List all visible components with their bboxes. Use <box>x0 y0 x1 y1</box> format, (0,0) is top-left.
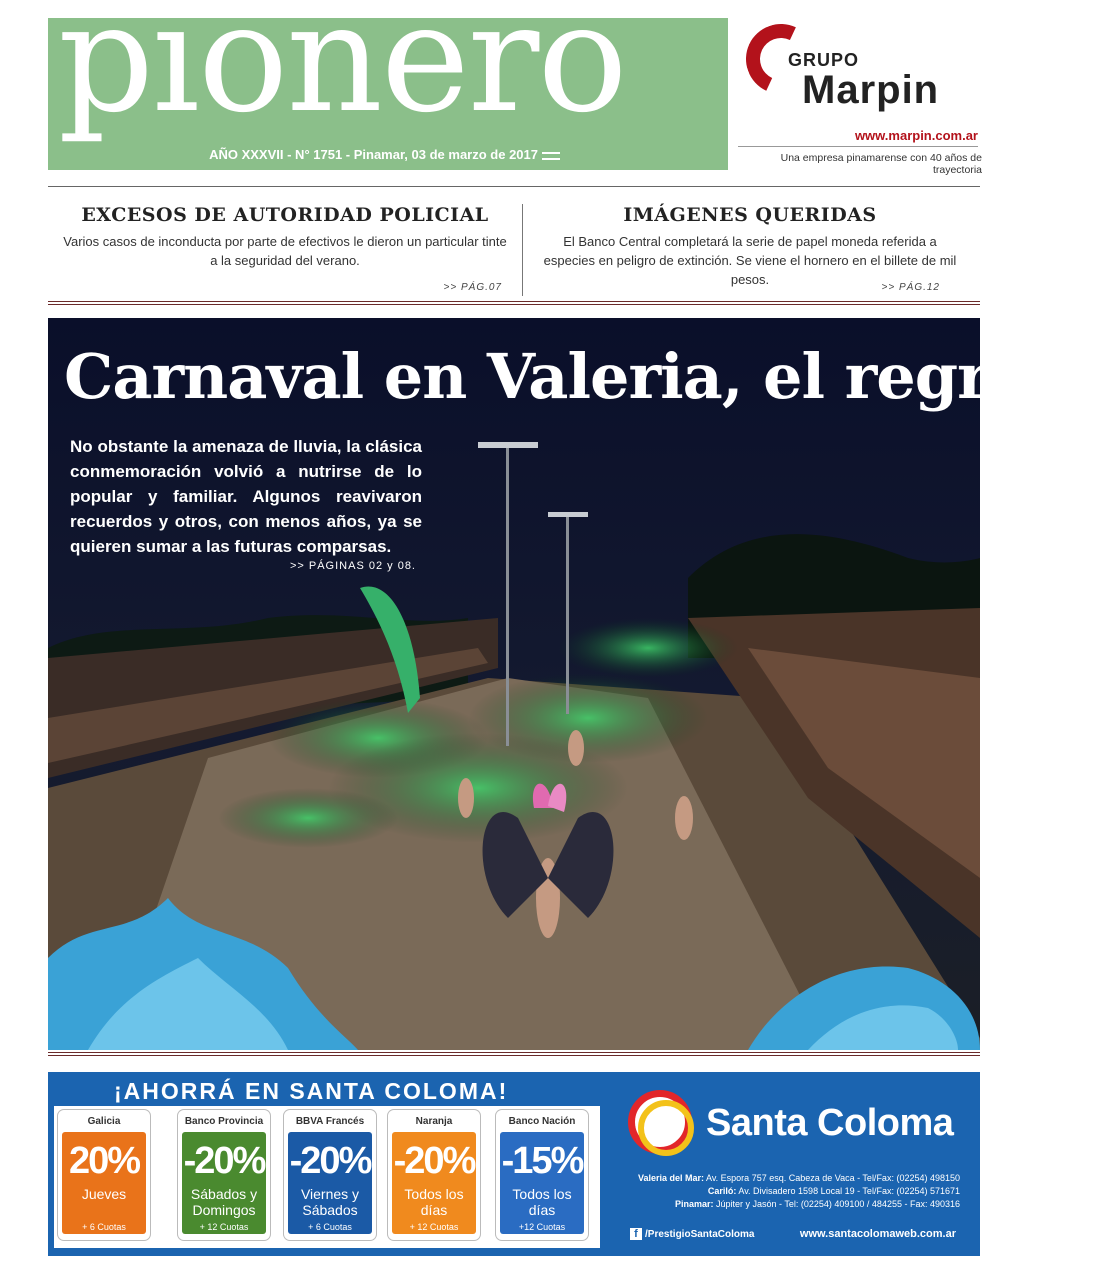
card-cuotas: + 12 Cuotas <box>199 1222 249 1232</box>
facebook-handle: /PrestigioSantaColoma <box>645 1229 755 1240</box>
teaser-police[interactable] <box>60 204 510 293</box>
address-city: Pinamar: <box>674 1199 714 1209</box>
santa-coloma-logo-icon <box>628 1090 692 1154</box>
card-body <box>62 1132 146 1234</box>
discount-card-bbva[interactable] <box>284 1110 376 1240</box>
newspaper-title: pionero <box>58 0 626 146</box>
card-body <box>288 1132 372 1234</box>
issue-info: AÑO XXXVII - N° 1751 - Pinamar, 03 de marzo de 2017 <box>209 147 538 162</box>
teaser-page-ref[interactable]: >> PÁG.12 <box>881 282 940 293</box>
main-lead: No obstante la amenaza de lluvia, la clásica conmemoración volvió a nutrirse de lo popular y familiar. Algunos reavivaron recuerdos y otros, con menos años, ya se quieren sumar a las futuras comparsas. <box>70 437 422 556</box>
teaser-headline[interactable]: EXCESOS DE AUTORIDAD POLICIAL <box>81 204 489 226</box>
address-text: Júpiter y Jasón - Tel: (02254) 409100 / 484255 - Fax: 490316 <box>716 1199 960 1209</box>
teaser-top-rule <box>48 186 980 187</box>
card-discount: 20% <box>68 1140 140 1182</box>
address-line <box>614 1198 960 1211</box>
card-discount: -20% <box>289 1140 371 1182</box>
card-bank: Naranja <box>415 1116 453 1127</box>
carnival-photo-illustration <box>48 318 1101 1050</box>
masthead-dash-decoration <box>542 152 560 160</box>
sponsor-grupo: GRUPO <box>788 50 860 70</box>
ad-title: ¡AHORRÁ EN SANTA COLOMA! <box>114 1078 509 1104</box>
card-cuotas: + 6 Cuotas <box>82 1222 126 1232</box>
teaser-divider <box>522 204 523 296</box>
teaser-imagenes[interactable] <box>540 204 960 293</box>
card-discount: -15% <box>501 1140 583 1182</box>
store-website-link[interactable]: www.santacolomaweb.com.ar <box>799 1228 956 1240</box>
card-discount: -20% <box>393 1140 475 1182</box>
sponsor-divider <box>738 146 978 147</box>
card-cuotas: + 6 Cuotas <box>308 1222 352 1232</box>
main-headline[interactable]: Carnaval en Valeria, el regreso <box>64 340 1101 413</box>
card-body <box>500 1132 584 1234</box>
card-days: Todos los días <box>404 1186 464 1218</box>
masthead <box>48 0 728 170</box>
discount-card-naranja[interactable] <box>388 1110 480 1240</box>
address-line <box>614 1185 960 1198</box>
card-bank: Banco Provincia <box>184 1116 264 1127</box>
address-city: Cariló: <box>707 1186 737 1196</box>
card-discount: -20% <box>183 1140 265 1182</box>
teaser-summary: El Banco Central completará la serie de papel moneda referida a especies en peligro de extinción. Se viene el hornero en el billete de mil pesos. <box>543 234 957 287</box>
card-bank: BBVA Francés <box>295 1116 365 1127</box>
card-bank: Galicia <box>87 1116 121 1127</box>
discount-card-galicia[interactable] <box>58 1110 150 1240</box>
card-days: Jueves <box>81 1186 127 1202</box>
sponsor-tagline: Una empresa pinamarense con 40 años de trayectoria <box>780 152 982 176</box>
santa-coloma-ad[interactable] <box>48 1072 980 1256</box>
main-story-photo[interactable] <box>48 318 1101 1050</box>
card-bank: Banco Nación <box>508 1116 576 1127</box>
card-cuotas: + 12 Cuotas <box>409 1222 459 1232</box>
store-name: Santa Coloma <box>706 1102 954 1144</box>
teaser-summary: Varios casos de inconducta por parte de efectivos le dieron un particular tinte a la seguridad del verano. <box>63 234 507 268</box>
card-days: Sábados y Domingos <box>190 1186 258 1218</box>
address-text: Av. Divisadero 1598 Local 19 - Tel/Fax: (02254) 571671 <box>738 1186 960 1196</box>
card-cuotas: +12 Cuotas <box>518 1222 566 1232</box>
sponsor-brand: Marpin <box>802 68 940 112</box>
teaser-headline[interactable]: IMÁGENES QUERIDAS <box>623 204 877 226</box>
store-addresses <box>614 1172 960 1211</box>
teaser-page-ref[interactable]: >> PÁG.07 <box>443 282 502 293</box>
card-body <box>392 1132 476 1234</box>
card-days: Todos los días <box>512 1186 572 1218</box>
card-days: Viernes y Sábados <box>300 1186 360 1218</box>
teaser-bottom-rule <box>48 301 980 305</box>
main-page-ref[interactable]: >> PÁGINAS 02 y 08. <box>289 560 416 572</box>
sponsor-url-link[interactable]: www.marpin.com.ar <box>854 128 978 143</box>
photo-bottom-rule <box>48 1052 980 1056</box>
sponsor-logo[interactable] <box>738 20 988 130</box>
facebook-icon: f <box>630 1228 642 1240</box>
discount-card-provincia[interactable] <box>178 1110 270 1240</box>
address-line <box>614 1172 960 1185</box>
card-body <box>182 1132 266 1234</box>
facebook-link[interactable] <box>630 1228 754 1240</box>
discount-card-nacion[interactable] <box>496 1110 588 1240</box>
address-city: Valeria del Mar: <box>637 1173 704 1183</box>
address-text: Av. Espora 757 esq. Cabeza de Vaca - Tel/Fax: (02254) 498150 <box>706 1173 960 1183</box>
